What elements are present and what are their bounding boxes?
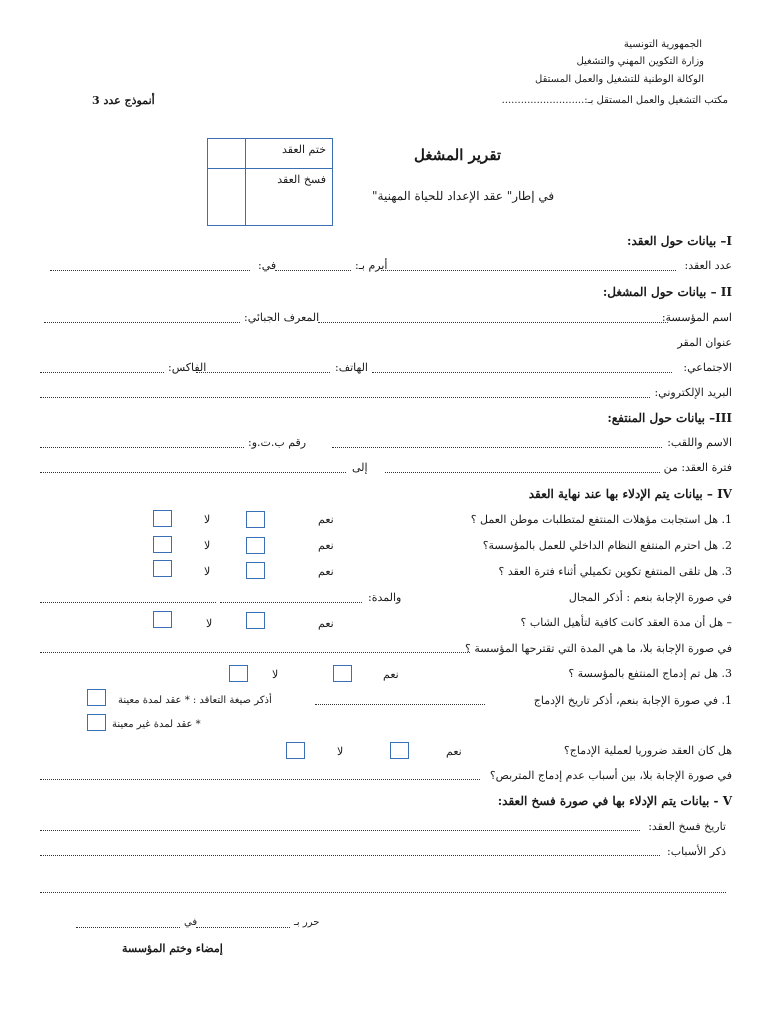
email-field[interactable] (40, 397, 650, 398)
written-at-label: حرر بـ (294, 917, 320, 928)
q1-yes-label: نعم (318, 513, 334, 526)
email-label: البريد الإلكتروني: (654, 386, 732, 399)
section-4-heading: IV – بيانات يتم الإدلاء بها عند نهاية العقد (528, 487, 732, 501)
box-close-check[interactable] (208, 139, 246, 169)
contract-status-box (207, 138, 333, 226)
q2-yes-checkbox[interactable] (246, 537, 265, 554)
question-duration: – هل أن مدة العقد كانت كافية لتأهيل الشاب ؟ (520, 616, 732, 629)
termination-reasons-label: ذكر الأسباب: (667, 845, 726, 858)
signed-on-label: في: (258, 259, 277, 272)
fixed-term-checkbox[interactable] (87, 689, 106, 706)
q2-no-label: لا (204, 539, 211, 552)
written-at-field[interactable] (196, 927, 290, 928)
q3-yes-label: نعم (318, 565, 334, 578)
signature-label: إمضاء وختم المؤسسة (122, 942, 223, 955)
section-3-heading: III– بيانات حول المنتفع: (607, 411, 732, 425)
non-integration-reasons-field[interactable] (40, 779, 480, 780)
beneficiary-name-field[interactable] (332, 447, 662, 448)
org-name-field[interactable] (318, 322, 668, 323)
qi-no-checkbox[interactable] (229, 665, 248, 682)
qi-yes-checkbox[interactable] (333, 665, 352, 682)
social-address-label: الاجتماعي: (683, 361, 732, 374)
header-ministry: وزارة التكوين المهني والتشغيل (576, 56, 704, 67)
q3-yes-checkbox[interactable] (246, 562, 265, 579)
contract-form-label: أذكر صيغة التعاقد : * عقد لمدة معينة (118, 695, 272, 706)
qn-yes-label: نعم (446, 745, 462, 758)
period-from-field[interactable] (385, 472, 660, 473)
q1-yes-checkbox[interactable] (246, 511, 265, 528)
training-duration-label: والمدة: (368, 591, 402, 604)
model-number: أنموذج عدد 3 (92, 94, 155, 107)
hq-address-label: عنوان المقر (677, 336, 732, 349)
page-title: تقرير المشغل (414, 146, 502, 164)
contract-number-field[interactable] (381, 270, 676, 271)
q2-no-checkbox[interactable] (153, 536, 172, 553)
written-on-label: في (184, 917, 198, 928)
indefinite-term-label: * عقد لمدة غير معينة (112, 719, 201, 730)
non-integration-reasons-label: في صورة الإجابة بلا، بين أسباب عدم إدماج المتربص؟ (489, 769, 732, 782)
qi-yes-label: نعم (383, 668, 399, 681)
training-domain-field[interactable] (220, 602, 362, 603)
written-on-field[interactable] (76, 927, 180, 928)
fax-field[interactable] (40, 372, 164, 373)
cin-label: رقم ب.ت.و: (248, 436, 307, 449)
header-republic: الجمهورية التونسية (623, 39, 702, 50)
q2-yes-label: نعم (318, 539, 334, 552)
cin-field[interactable] (40, 447, 244, 448)
header-office: مكتب التشغيل والعمل المستقل بـ:.......................... (501, 95, 728, 106)
termination-reasons-field[interactable] (40, 855, 660, 856)
termination-date-label: تاريخ فسخ العقد: (648, 820, 726, 833)
question-3: 3. هل تلقى المنتفع تكوين تكميلي أثناء فترة العقد ؟ (498, 565, 732, 578)
termination-date-field[interactable] (40, 830, 640, 831)
org-name-label: اسم المؤسسة: (661, 311, 732, 324)
training-domain-label: في صورة الإجابة بنعم : أذكر المجال (568, 591, 732, 604)
contract-number-label: عدد العقد: (684, 259, 732, 272)
beneficiary-name-label: الاسم واللقب: (667, 436, 732, 449)
qn-no-checkbox[interactable] (286, 742, 305, 759)
section-1-heading: I– بيانات حول العقد: (627, 234, 732, 248)
box-terminate-check[interactable] (208, 169, 246, 226)
qn-yes-checkbox[interactable] (390, 742, 409, 759)
signed-at-label: أبرم بـ: (355, 259, 388, 272)
question-necessary: هل كان العقد ضروريا لعملية الإدماج؟ (563, 744, 732, 757)
box-terminate-contract: فسخ العقد (246, 169, 333, 226)
fiscal-id-label: المعرف الجبائي: (244, 311, 320, 324)
suggested-duration-label: في صورة الإجابة بلا، ما هي المدة التي تقترحها المؤسسة ؟ (465, 642, 732, 655)
question-2: 2. هل احترم المنتفع النظام الداخلي للعمل بالمؤسسة؟ (482, 539, 732, 552)
suggested-duration-field[interactable] (40, 652, 470, 653)
qd-yes-label: نعم (318, 617, 334, 630)
q1-no-checkbox[interactable] (153, 510, 172, 527)
qd-yes-checkbox[interactable] (246, 612, 265, 629)
integration-date-field[interactable] (315, 704, 485, 705)
phone-label: الهاتف: (335, 361, 368, 374)
signed-on-field[interactable] (50, 270, 250, 271)
qd-no-checkbox[interactable] (153, 611, 172, 628)
period-to-field[interactable] (40, 472, 346, 473)
q1-no-label: لا (204, 513, 211, 526)
phone-field[interactable] (196, 372, 330, 373)
question-1: 1. هل استجابت مؤهلات المنتفع لمتطلبات موطن العمل ؟ (470, 513, 732, 526)
section-5-heading: V - بيانات يتم الإدلاء بها في صورة فسخ العقد: (497, 794, 732, 808)
integration-date-label: 1. في صورة الإجابة بنعم، أذكر تاريخ الإدماج (533, 694, 732, 707)
period-from-label: فترة العقد: من (663, 461, 732, 474)
signed-at-field[interactable] (275, 270, 351, 271)
training-duration-field[interactable] (40, 602, 216, 603)
box-close-contract: ختم العقد (246, 139, 333, 169)
fiscal-id-field[interactable] (44, 322, 240, 323)
social-address-field[interactable] (372, 372, 672, 373)
page-subtitle: في إطار" عقد الإعداد للحياة المهنية" (372, 189, 555, 203)
qi-no-label: لا (272, 668, 279, 681)
q3-no-checkbox[interactable] (153, 560, 172, 577)
fax-label: الفاكس: (168, 361, 207, 374)
question-integration: 3. هل تم إدماج المنتفع بالمؤسسة ؟ (568, 667, 732, 680)
termination-reasons-field-2[interactable] (40, 892, 726, 893)
qd-no-label: لا (206, 617, 213, 630)
header-agency: الوكالة الوطنية للتشغيل والعمل المستقل (535, 74, 704, 85)
qn-no-label: لا (337, 745, 344, 758)
q3-no-label: لا (204, 565, 211, 578)
section-2-heading: II – بيانات حول المشغل: (602, 285, 732, 299)
period-to-label: إلى (352, 461, 368, 474)
indefinite-term-checkbox[interactable] (87, 714, 106, 731)
